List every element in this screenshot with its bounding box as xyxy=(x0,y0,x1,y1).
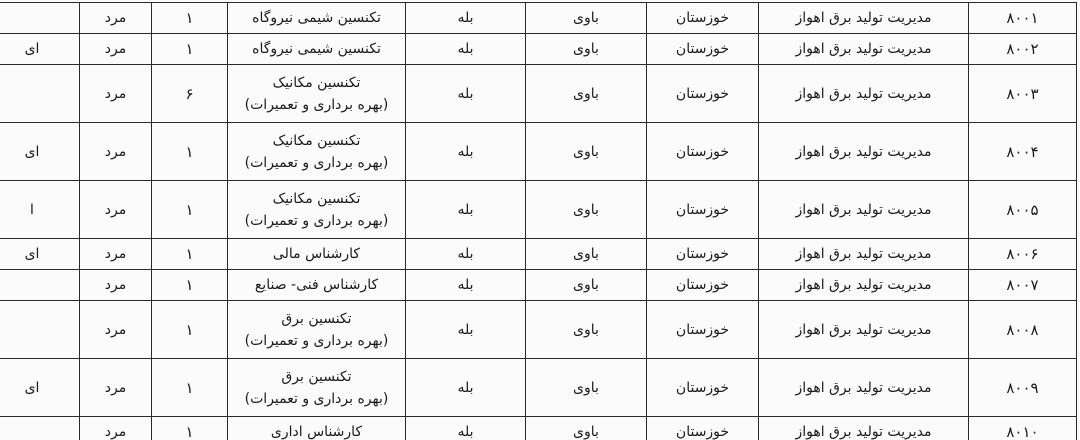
cell-count: ۶ xyxy=(152,65,228,123)
cell-extra: ای xyxy=(0,359,80,417)
table-row xyxy=(0,239,1077,270)
cell-province: خوزستان xyxy=(647,34,759,65)
cell-native: بله xyxy=(406,3,526,34)
cell-job-title xyxy=(228,34,406,65)
cell-gender: مرد xyxy=(80,34,152,65)
cell-job-title xyxy=(228,417,406,440)
cell-extra xyxy=(0,65,80,123)
cell-province: خوزستان xyxy=(647,3,759,34)
cell-count: ۱ xyxy=(152,123,228,181)
cell-province: خوزستان xyxy=(647,65,759,123)
cell-native: بله xyxy=(406,417,526,440)
cell-job-title xyxy=(228,181,406,239)
cell-unit: مدیریت تولید برق اهواز xyxy=(759,301,969,359)
cell-gender: مرد xyxy=(80,301,152,359)
job-title-line: تکنسین مکانیک xyxy=(272,132,361,149)
cell-code: ۸۰۰۸ xyxy=(969,301,1077,359)
cell-province: خوزستان xyxy=(647,123,759,181)
cell-extra xyxy=(0,3,80,34)
cell-native: بله xyxy=(406,123,526,181)
cell-code: ۸۰۰۱ xyxy=(969,3,1077,34)
job-title-line: (بهره برداری و تعمیرات) xyxy=(244,96,389,113)
cell-native: بله xyxy=(406,181,526,239)
cell-unit: مدیریت تولید برق اهواز xyxy=(759,359,969,417)
job-title-line: (بهره برداری و تعمیرات) xyxy=(244,332,389,349)
cell-count: ۱ xyxy=(152,301,228,359)
cell-count: ۱ xyxy=(152,359,228,417)
job-title-line: تکنسین مکانیک xyxy=(272,190,361,207)
cell-job-title xyxy=(228,301,406,359)
table-row xyxy=(0,181,1077,239)
table-row xyxy=(0,270,1077,301)
cell-gender: مرد xyxy=(80,417,152,440)
cell-gender: مرد xyxy=(80,239,152,270)
cell-unit: مدیریت تولید برق اهواز xyxy=(759,123,969,181)
cell-gender: مرد xyxy=(80,123,152,181)
job-title-line: (بهره برداری و تعمیرات) xyxy=(244,212,389,229)
cell-count: ۱ xyxy=(152,181,228,239)
cell-city: باوی xyxy=(526,239,647,270)
cell-native: بله xyxy=(406,34,526,65)
cell-city: باوی xyxy=(526,270,647,301)
cell-city: باوی xyxy=(526,301,647,359)
cell-job-title xyxy=(228,3,406,34)
table-row xyxy=(0,65,1077,123)
job-title-line: (بهره برداری و تعمیرات) xyxy=(244,390,389,407)
cell-unit: مدیریت تولید برق اهواز xyxy=(759,239,969,270)
cell-code: ۸۰۰۹ xyxy=(969,359,1077,417)
cell-code: ۸۰۰۵ xyxy=(969,181,1077,239)
table-row xyxy=(0,359,1077,417)
job-title-line: تکنسین مکانیک xyxy=(272,74,361,91)
cell-unit: مدیریت تولید برق اهواز xyxy=(759,65,969,123)
cell-province: خوزستان xyxy=(647,417,759,440)
cell-extra xyxy=(0,417,80,440)
cell-code: ۸۰۰۳ xyxy=(969,65,1077,123)
cell-native: بله xyxy=(406,359,526,417)
cell-unit: مدیریت تولید برق اهواز xyxy=(759,270,969,301)
cell-extra: ای xyxy=(0,123,80,181)
cell-gender: مرد xyxy=(80,359,152,417)
cell-count: ۱ xyxy=(152,270,228,301)
table-row xyxy=(0,417,1077,440)
cell-job-title xyxy=(228,270,406,301)
job-title-line: تکنسین برق xyxy=(281,310,352,327)
job-title-line: کارشناس مالی xyxy=(272,246,361,262)
cell-count: ۱ xyxy=(152,417,228,440)
cell-code: ۸۰۰۲ xyxy=(969,34,1077,65)
table-row xyxy=(0,301,1077,359)
cell-code: ۸۰۰۷ xyxy=(969,270,1077,301)
cell-extra: ای xyxy=(0,239,80,270)
cell-native: بله xyxy=(406,65,526,123)
job-title-line: تکنسین شیمی نیروگاه xyxy=(252,10,381,26)
job-title-line: کارشناس اداری xyxy=(270,424,363,440)
table-body xyxy=(0,3,1077,440)
table-row xyxy=(0,34,1077,65)
cell-count: ۱ xyxy=(152,3,228,34)
table-row xyxy=(0,123,1077,181)
job-title-line: کارشناس فنی- صنایع xyxy=(254,277,379,293)
job-title-line: تکنسین برق xyxy=(281,368,352,385)
cell-job-title xyxy=(228,359,406,417)
cell-unit: مدیریت تولید برق اهواز xyxy=(759,3,969,34)
cell-city: باوی xyxy=(526,65,647,123)
cell-job-title xyxy=(228,239,406,270)
cell-job-title xyxy=(228,65,406,123)
cell-extra: ای xyxy=(0,34,80,65)
cell-unit: مدیریت تولید برق اهواز xyxy=(759,34,969,65)
cell-province: خوزستان xyxy=(647,181,759,239)
cell-city: باوی xyxy=(526,123,647,181)
cell-extra: ا xyxy=(0,181,80,239)
cell-city: باوی xyxy=(526,34,647,65)
cell-code: ۸۰۰۶ xyxy=(969,239,1077,270)
cell-gender: مرد xyxy=(80,3,152,34)
cell-province: خوزستان xyxy=(647,359,759,417)
table-row xyxy=(0,3,1077,34)
cell-count: ۱ xyxy=(152,239,228,270)
cell-unit: مدیریت تولید برق اهواز xyxy=(759,181,969,239)
job-title-line: (بهره برداری و تعمیرات) xyxy=(244,154,389,171)
cell-native: بله xyxy=(406,239,526,270)
cell-extra xyxy=(0,270,80,301)
cell-gender: مرد xyxy=(80,181,152,239)
cell-code: ۸۰۱۰ xyxy=(969,417,1077,440)
cell-extra xyxy=(0,301,80,359)
job-title-line: تکنسین شیمی نیروگاه xyxy=(252,41,381,57)
cell-gender: مرد xyxy=(80,65,152,123)
cell-native: بله xyxy=(406,301,526,359)
cell-province: خوزستان xyxy=(647,239,759,270)
cell-native: بله xyxy=(406,270,526,301)
cell-city: باوی xyxy=(526,181,647,239)
cell-city: باوی xyxy=(526,3,647,34)
cell-job-title xyxy=(228,123,406,181)
cell-count: ۱ xyxy=(152,34,228,65)
cell-unit: مدیریت تولید برق اهواز xyxy=(759,417,969,440)
cell-gender: مرد xyxy=(80,270,152,301)
job-positions-table xyxy=(0,2,1077,440)
cell-city: باوی xyxy=(526,417,647,440)
cell-city: باوی xyxy=(526,359,647,417)
cell-code: ۸۰۰۴ xyxy=(969,123,1077,181)
cell-province: خوزستان xyxy=(647,301,759,359)
cell-province: خوزستان xyxy=(647,270,759,301)
